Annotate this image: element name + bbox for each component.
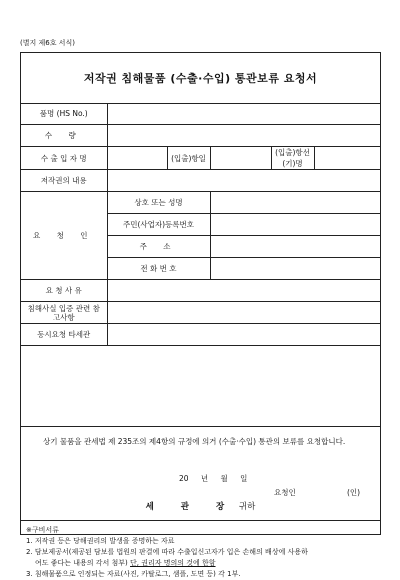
row-reason: [21, 280, 380, 302]
requester-id-label: 주민(사업자)등록번호: [107, 214, 210, 236]
note-1: 1. 저작권 등은 당해권리의 발생을 증명하는 자료: [26, 537, 175, 545]
required-documents: [21, 520, 380, 578]
addressee-suffix: 귀하: [238, 502, 256, 512]
item-name-value[interactable]: [107, 103, 380, 125]
other-customs-label: 동시요청 타세관: [21, 324, 107, 346]
notes-title: ※구비서류: [26, 526, 59, 534]
applicant-label: 요청인: [274, 488, 296, 497]
requester-name-value[interactable]: [210, 192, 380, 214]
form-title: 저작권 침해물품 (수출·수입) 통관보류 요청서: [21, 53, 380, 104]
form-number: (별지 제6호 서식): [20, 39, 75, 47]
row-copyright: [21, 170, 380, 192]
evidence-label: 침해사실 입증 관련 참고사항: [21, 302, 107, 324]
requester-address-label: 주 소: [139, 242, 178, 251]
copyright-label: 저작권의 내용: [21, 170, 107, 192]
note-2b-underlined: 단, 권리자 명의의 것에 한함: [130, 559, 216, 567]
row-item-name: [21, 103, 380, 125]
evidence-value[interactable]: [107, 302, 380, 324]
note-2b: 여도 좋다는 내용의 각서 첨부): [35, 559, 131, 567]
quantity-label: 수 량: [44, 131, 83, 140]
reason-label: 요 청 사 유: [21, 280, 107, 302]
form-table: [21, 103, 380, 346]
row-quantity: [21, 125, 380, 147]
statement-section: [21, 426, 380, 495]
requester-label: 요 청 인: [32, 231, 95, 240]
row-exporter: [21, 147, 380, 170]
requester-address-value[interactable]: [210, 236, 380, 258]
exporter-value[interactable]: [107, 147, 167, 170]
requester-name-label: 상호 또는 성명: [107, 192, 210, 214]
requester-phone-value[interactable]: [210, 258, 380, 280]
exporter-label: 수 출 입 자 명: [21, 147, 107, 170]
statement-text: 상기 물품을 관세법 제 235조의 제4항의 규정에 의거 (수출·수입) 통관의 보류를 요청합니다.: [43, 437, 346, 446]
seal-label: (인): [347, 488, 361, 497]
requester-phone-label: 전 화 번 호: [107, 258, 210, 280]
row-requester-name: [21, 192, 380, 214]
row-evidence: [21, 302, 380, 324]
ship-value[interactable]: [314, 147, 380, 170]
copyright-value[interactable]: [107, 170, 380, 192]
addressee: [21, 494, 380, 520]
quantity-value[interactable]: [107, 125, 380, 147]
ship-label: (입출)항선(기)명: [271, 147, 314, 170]
port-value[interactable]: [210, 147, 271, 170]
addressee-main: 세 관 장: [145, 502, 237, 512]
request-form: [20, 52, 381, 578]
other-customs-value[interactable]: [107, 324, 380, 346]
requester-id-value[interactable]: [210, 214, 380, 236]
note-2a: 2. 담보제공서(제공된 담보를 법원의 판결에 따라 수출입신고자가 입은 손해의 배상에 사용하: [26, 548, 308, 556]
item-name-label: 품명 (HS No.): [21, 103, 107, 125]
note-3: 3. 침해물품으로 인정되는 자료(사진, 카탈로그, 샘플, 도면 등) 각 1부.: [26, 570, 241, 578]
date-line: 20 년 월 일: [179, 474, 248, 483]
port-label: (입출)항일: [167, 147, 210, 170]
reason-value[interactable]: [107, 280, 380, 302]
row-other-customs: [21, 324, 380, 346]
